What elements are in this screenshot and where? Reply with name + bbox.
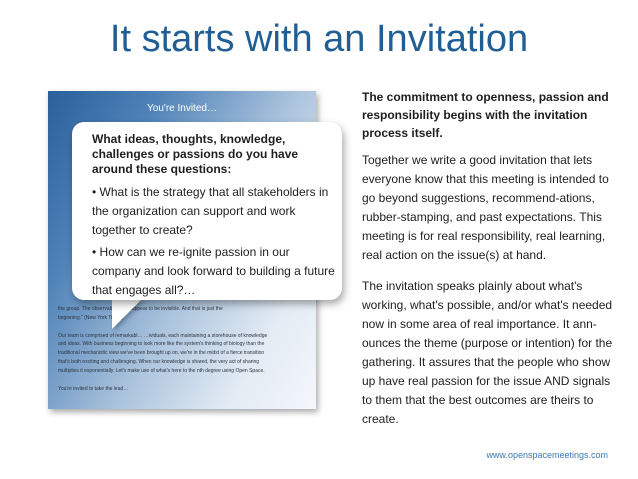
card-body-line: and ideas. With business beginning to look more like the system's thinking of biology than the bbox=[58, 341, 265, 348]
invitation-card-title: You're Invited… bbox=[147, 103, 217, 114]
question-callout bbox=[72, 122, 342, 300]
callout-bullet: • How can we re-ignite passion in our company and look forward to building a future that engages all?… bbox=[92, 245, 335, 297]
callout-bullet: • What is the strategy that all stakeholders in the organization can support and work together to create? bbox=[92, 185, 329, 237]
slide-title: It starts with an Invitation bbox=[109, 18, 529, 60]
card-body-line: that's both exciting and challenging. When our knowledge is shared, the very act of sharing bbox=[58, 358, 260, 365]
website-link[interactable]: www.openspacemeetings.com bbox=[486, 450, 608, 460]
callout-heading: What ideas, thoughts, knowledge, challenges or passions do you have around these questions: bbox=[92, 132, 299, 176]
right-column bbox=[362, 88, 614, 441]
card-body-line: traditional mechanistic view we've been brought up on, we're in the midst of a fierce transition bbox=[58, 350, 265, 357]
card-body-line: beginning." (New York Times) bbox=[58, 314, 124, 321]
invitation-card-body bbox=[58, 305, 310, 393]
intro-statement: The commitment to openness, passion and responsibility begins with the invitation process itself. bbox=[362, 90, 609, 140]
card-body-line: You're invited to take the lead… bbox=[58, 385, 129, 392]
card-body-line: the group. The observable n… …appear to be invisible. And that is just the bbox=[58, 306, 223, 312]
card-body-line: Our team is comprised of remarkabl… …ividuals, each maintaining a storehouse of knowledge bbox=[58, 332, 268, 339]
body-paragraph: The invitation speaks plainly about what's working, what's possible, and/or what's needed now in some area of real importance. It ann-ounces the theme (purpose or intention) for the gathering. It assures that the people who show up have real passion for the issue AND signals to them that the best outcomes are theirs to create. bbox=[362, 279, 613, 426]
card-body-line: multiplies it exponentially. Let's make use of what's here to the nth degree using Open Space. bbox=[58, 367, 265, 374]
callout-bullet-list bbox=[92, 183, 336, 303]
body-paragraph: Together we write a good invitation that lets everyone know that this meeting is intended to go beyond suggestions, recommend-ations, rubber-stamping, and past expectations. This meeting is for real responsibility, real learning, real action on the issue(s) at hand. bbox=[362, 153, 609, 262]
